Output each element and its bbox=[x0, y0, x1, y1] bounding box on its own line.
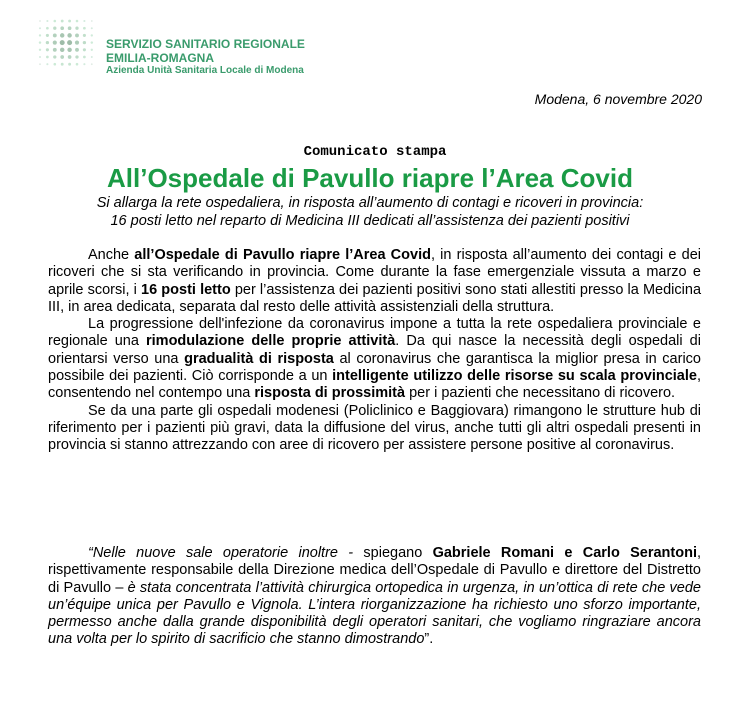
logo-dot bbox=[54, 20, 57, 23]
bold-run: risposta di prossimità bbox=[254, 385, 406, 402]
bold-run: 16 posti letto bbox=[141, 281, 231, 298]
logo-dot bbox=[67, 40, 72, 45]
logo-dot bbox=[54, 63, 57, 66]
document-date: Modena, 6 novembre 2020 bbox=[534, 91, 702, 107]
logo-dot bbox=[46, 27, 49, 30]
paragraph-1 bbox=[48, 247, 701, 316]
body-quote bbox=[48, 545, 701, 649]
logo-dot bbox=[75, 27, 78, 30]
logo-dot bbox=[60, 55, 64, 59]
logo-dot bbox=[67, 48, 71, 52]
logo-dot bbox=[46, 41, 49, 44]
italic-run: “Nelle nuove sale operatorie inoltre - bbox=[88, 545, 364, 561]
bold-run: Gabriele Romani e Carlo Serantoni bbox=[432, 545, 697, 561]
text-run: Se da una parte gli ospedali modenesi (Policlinico e Baggiovara) rimangono le strutture hub di riferimento per i pazienti più gravi, data la diffusione del virus, anche tutti gli altri ospedali presenti in provincia si stanno attrezzando con aree di ricovero per assistere persone positive al coronavirus. bbox=[48, 402, 701, 454]
text-run: La progressione dell'infezione da coronavirus impone a tutta la rete ospedaliera provinciale e regionale una bbox=[48, 316, 701, 350]
document-headline: All’Ospedale di Pavullo riapre l’Area Covid bbox=[107, 163, 633, 193]
logo-dot bbox=[76, 20, 79, 23]
text-run: per l’assistenza dei pazienti positivi sono stati allestiti presso la Medicina III, in area dedicata, separata dal resto delle attività assistenziali della struttura. bbox=[48, 281, 702, 315]
logo-dot bbox=[83, 20, 85, 22]
bold-run: gradualità di risposta bbox=[184, 350, 334, 367]
document-kicker: Comunicato stampa bbox=[303, 144, 447, 160]
logo-dot bbox=[91, 56, 93, 58]
org-line-1: SERVIZIO SANITARIO REGIONALE bbox=[106, 37, 305, 51]
text-run: spiegano bbox=[363, 545, 433, 561]
logo-dot bbox=[60, 40, 65, 45]
logo-dot bbox=[91, 27, 93, 29]
logo-dot bbox=[75, 33, 79, 37]
logo-dot bbox=[60, 48, 64, 52]
text-run: , rispettivamente responsabile della Direzione medica dell’Ospedale di Pavullo e direttore del Distretto di Pavullo – bbox=[48, 545, 702, 596]
logo-dot bbox=[39, 34, 41, 36]
logo-dot bbox=[83, 34, 86, 37]
italic-run: è stata concentrata l’attività chirurgica ortopedica in urgenza, in un’ottica di rete che vede un’équipe unica per Pavullo e Vignola. L’intera riorganizzazione ha richiesto uno sforzo importante, permesso anche dalla grande disponibilità degli operatori sanitari, che vogliamo ringraziare ancora una volta per lo spirito di sacrificio che stanno dimostrando bbox=[48, 579, 701, 648]
logo-dot bbox=[68, 26, 72, 30]
logo-dot bbox=[53, 55, 56, 58]
logo-dot bbox=[75, 41, 79, 45]
bold-run: intelligente utilizzo delle risorse su scala provinciale bbox=[332, 368, 697, 385]
logo-dot bbox=[75, 48, 79, 52]
logo-dot bbox=[46, 34, 49, 37]
logo-dot bbox=[83, 48, 86, 51]
logo-dot bbox=[76, 63, 79, 66]
dot-grid-logo-icon bbox=[36, 17, 98, 69]
subtitle-line-2: 16 posti letto nel reparto di Medicina III dedicati all’assistenza dei pazienti positivi bbox=[110, 213, 630, 229]
logo-dot bbox=[53, 41, 57, 45]
logo-dot bbox=[39, 20, 41, 22]
org-line-2: EMILIA-ROMAGNA bbox=[106, 51, 214, 65]
text-run: ”. bbox=[424, 631, 434, 648]
logo-dot bbox=[83, 27, 86, 30]
paragraph-4 bbox=[48, 545, 701, 649]
text-run: Anche bbox=[88, 247, 135, 263]
logo-dot bbox=[39, 41, 41, 43]
logo-dot bbox=[83, 63, 85, 65]
logo-dot bbox=[39, 49, 41, 51]
logo-dot bbox=[68, 20, 71, 23]
logo-dot bbox=[46, 56, 49, 59]
logo-dot bbox=[83, 41, 86, 44]
logo-dot bbox=[39, 27, 41, 29]
logo-dot bbox=[60, 26, 64, 30]
logo-dot bbox=[91, 34, 93, 36]
logo-dot bbox=[61, 20, 64, 23]
text-run: , in risposta all’aumento dei contagi e dei ricoveri che si sta verificando in provincia. Come durante la fase emergenziale vissuta a marzo e aprile scorsi, i bbox=[48, 247, 701, 298]
org-line-3: Azienda Unità Sanitaria Locale di Modena bbox=[106, 65, 304, 76]
logo-dot bbox=[60, 33, 64, 37]
body-main bbox=[48, 247, 701, 455]
paragraph-3 bbox=[48, 403, 701, 455]
logo-dot bbox=[91, 41, 93, 43]
text-run: , consentendo nel contempo una bbox=[48, 368, 701, 402]
paragraph-2 bbox=[48, 316, 701, 402]
logo-dot bbox=[39, 63, 41, 65]
logo-dot bbox=[67, 33, 71, 37]
logo-dot bbox=[75, 55, 78, 58]
bold-run: rimodulazione delle proprie attività bbox=[146, 333, 396, 350]
logo-dot bbox=[46, 63, 48, 65]
logo-dot bbox=[83, 56, 86, 59]
bold-run: all’Ospedale di Pavullo riapre l’Area Covid bbox=[134, 247, 431, 263]
logo-dot bbox=[53, 48, 57, 52]
subtitle-line-1: Si allarga la rete ospedaliera, in risposta all’aumento di contagi e ricoveri in provincia: bbox=[96, 195, 644, 211]
logo-dot bbox=[68, 55, 72, 59]
logo-dot bbox=[46, 20, 48, 22]
logo-dot bbox=[61, 63, 64, 66]
logo-dot bbox=[46, 48, 49, 51]
logo-dot bbox=[91, 20, 93, 22]
logo-dot bbox=[53, 27, 56, 30]
logo-dot bbox=[91, 63, 93, 65]
text-run: per i pazienti che necessitano di ricovero. bbox=[405, 385, 676, 402]
text-run: al coronavirus che garantisca la miglior presa in carico possibile dei pazienti. Ciò corrisponde a un bbox=[48, 350, 701, 385]
logo-dot bbox=[39, 56, 41, 58]
logo-dot bbox=[91, 49, 93, 51]
text-run: . Da qui nasce la necessità degli ospedali di orientarsi verso una bbox=[48, 333, 701, 367]
logo-dot bbox=[68, 63, 71, 66]
logo-dot bbox=[53, 33, 57, 37]
